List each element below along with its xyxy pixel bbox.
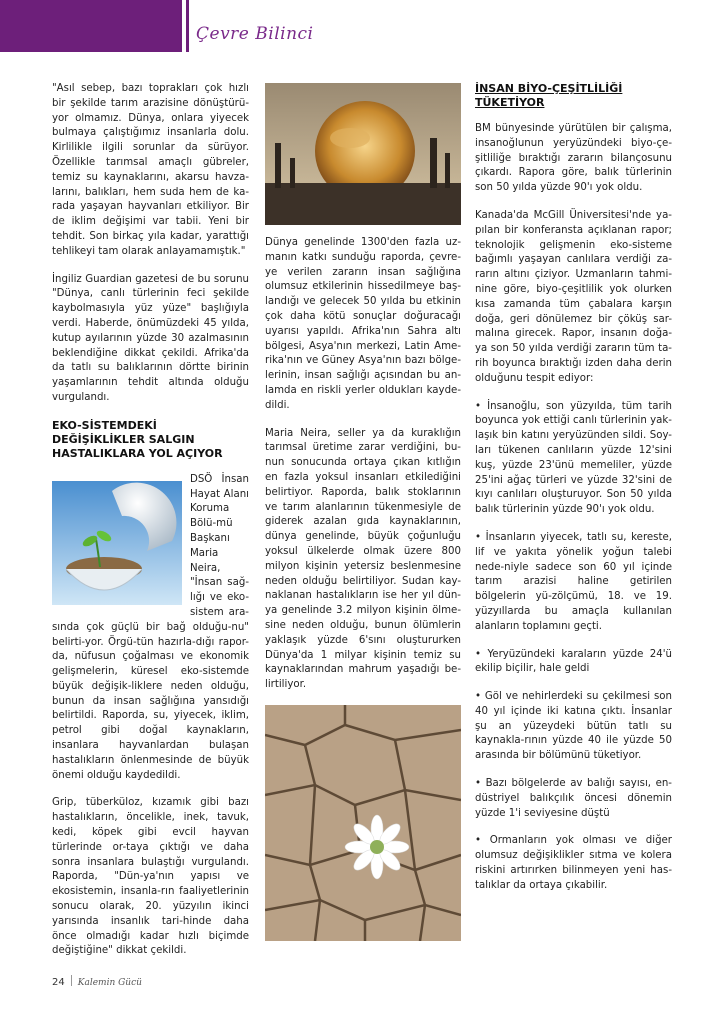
column-left	[52, 82, 249, 972]
paragraph: Grip, tüberküloz, kızamık gibi bazı hastalıkların, öncelikle, inek, tavuk, kedi, köpek gibi evcil hayvan türlerinde or-taya çıktığı ve daha sonra insanlara bulaştığı vurgulandı. Raporda, "Dün-ya'nın yapısı ve ekosistemin, insanla-rın faaliyetlerinin sonucu olarak, 20. yüzyılın ikinci yarısında insanlık tari-hinde daha önce olmadığı kadar hızlı biçimde değiştiğine" dikkat çekildi.	[52, 797, 249, 957]
header-divider	[186, 0, 189, 52]
industrial-globe-photo	[265, 83, 461, 225]
paragraph	[52, 473, 249, 784]
paragraph: Kanada'da McGill Üniversitesi'nde ya-pılan bir konferansta açıklanan rapor; teknolojik gelişmenin eko-sisteme bağımlı yaşayan canlılara verdiği za-rarın altını çiziyor. Uzmanların tahmi-nine göre, biyo-çeşitlilik yok olurken kısa zamanda tüm çabalara karşın doğa, geri dönülemez bir çöküş sar-malına girecek. Rapor, insanın doğa-ya son 50 yılda verdiği zararın tüm ta-rih boyunca bıraktığı izden daha derin olduğunu tespit ediyor:	[475, 209, 672, 384]
bullet-item: • Göl ve nehirlerdeki su çekilmesi son 40 yıl içinde iki katına çıktı. İnsanlar şu an yüzeydeki bütün tatlı su kaynakla-rının yüzde 40 ile yüzde 50 arasında bir bölümünü tüketiyor.	[475, 691, 672, 762]
bullet-item: • İnsanoğlu, son yüzyılda, tüm tarih boyunca yok ettiği canlı türlerinin yak-laşık bin katını yeryüzünden sildi. Soy-ları tükenen canlıların yüzde 12'sini kuş, yüzde 23'ünü memeliler, yüzde 25'ini ağaç türleri ve yüzde 32'sini de kıyı canlıları oluşturuyor. Son 50 yılda balık türlerinin yüzde 90'ı yok oldu.	[475, 400, 672, 516]
paragraph: BM bünyesinde yürütülen bir çalışma, insanoğlunun yeryüzündeki biyo-çe-şitliliğe bıraktığı zararın bilançosunu çıkardı. Rapora göre, balık türlerinin son 50 yılda yüzde 90'ı yok oldu.	[475, 123, 672, 194]
bullet-item: • Bazı bölgelerde av balığı sayısı, en-düstriyel balıkçılık öncesi dönemin yüzde 1'i seviyesine düştü	[475, 778, 672, 819]
section-heading: EKO-SİSTEMDEKİ DEĞİŞİKLİKLER SALGIN HASTALIKLARA YOL AÇIYOR	[52, 418, 223, 460]
page-footer	[52, 975, 142, 988]
paragraph: İngiliz Guardian gazetesi de bu sorunu "Dünya, canlı türlerinin feci şekilde kaybolmasıyla yüz yüze" başlığıyla verdi. Haberde, önümüzdeki 45 yılda, kutup ayılarının yüzde 30 azalmasının beklendiğine dikkat çekildi. Afrika'da da tatlı su balıklarının dörtte birinin yaşamlarının tehdit altında olduğu vurgulandı.	[52, 273, 249, 403]
paragraph: Dünya genelinde 1300'den fazla uz-manın katkı sunduğu raporda, çevre-ye verilen zararın insan sağlığına olumsuz etkilerinin hissedilmeye baş-landığı ve gelecek 50 yılda bu etkinin çok daha kötü sonuçlar doğuracağı uyarısı yapıldı. Afrika'nın Sahra altı bölgesi, Asya'nın merkezi, Latin Ame-rika'nın ve Güney Asya'nın bazı bölge-lerinin, insan sağlığı açısından bu an-lamda en riskli yerler oldukları kayde-dildi.	[265, 237, 461, 411]
bullet-item: • Yeryüzündeki karaların yüzde 24'ü ekilip biçilir, hale geldi	[475, 648, 672, 675]
paragraph-text: DSÖ İnsan Hayat Alanı Koruma Bölü-mü Başkanı Maria Neira, "İnsan sağ-lığı ve eko-sistem ara-sında çok güçlü bir bağ olduğu-nu" belirti-yor. Örgü-tün hazırla-dığı rapor-da, nüfusun çoğalması ve ekonomik gelişmelerin, küresel eko-sistemde büyük değişik-liklere neden olduğu, bunun da insan sağlığına yansıdığı belirtildi. Raporda, su, yiyecek, iklim, petrol gibi doğal kaynakların, insanlara hayvanlardan bulaşan hastalıkların önlenmesinde de büyük önemi olduğu kaydedildi.	[52, 473, 249, 781]
header-color-bar	[0, 0, 182, 52]
page-number: 24	[52, 977, 65, 988]
bullet-item: • İnsanların yiyecek, tatlı su, kereste, lif ve yakıta yönelik yoğun talebi nede-niyle sadece son 60 yıl içinde tarım arazisi haline getirilen bölgelerin yü-zölçümü, 18. ve 19. yüzyıllarda bu amaçla kullanılan alanların toplamını geçti.	[475, 531, 672, 632]
column-middle	[265, 236, 461, 706]
section-heading: İNSAN BİYO-ÇEŞİTLİLİĞİ TÜKETİYOR	[475, 82, 623, 109]
section-title: Çevre Bilinci	[196, 24, 314, 44]
column-right	[475, 82, 672, 907]
magazine-name: Kalemin Gücü	[77, 978, 142, 988]
paragraph: "Asıl sebep, bazı toprakları çok hızlı bir şekilde tarım arazisine dönüştürü-yor olmamız. Dünya, onlara yiyecek bulmaya çalıştığımız insanlarla dolu. Kirlilikle ilgili sorunlar da sürüyor. Özellikle tarımsal amaçlı gübreler, temiz su kaynaklarını, akarsu havza-larını, balıkları, hem suda hem de ka-rada yaşayan hayvanları etkiliyor. Bir de iklim değişimi var tabii. Yeni bir tehdit. Son birkaç yıla kadar, yarattığı tehlikeyi tam olarak anlayamamıştık."	[52, 83, 249, 257]
bullet-item: • Ormanların yok olması ve diğer olumsuz değişiklikler sıtma ve kolera riskini artırırken bilinmeyen yeni has-talıklar da ortaya çıkabilir.	[475, 835, 672, 891]
footer-divider	[71, 975, 72, 986]
plant-globe-photo	[52, 481, 182, 605]
cracked-earth-flower-photo	[265, 705, 461, 941]
paragraph: Maria Neira, seller ya da kuraklığın tarımsal üretime zarar verdiğini, bu-nun sonucunda ortaya çıkan kıtlığın en fazla yoksul insanları etkilediğini belirtiyor. Raporda, balık stoklarının ve tarım alanlarının tükenmesiyle de giderek azalan gıda kaynaklarının, dünya genelinde, büyük çoğunluğu yoksul ülkelerde olmak üzere 800 milyon kişinin yetersiz beslenmesine neden olduğu belirtiliyor. Sudan kay-naklanan hastalıkların ise her yıl dün-ya genelinde 3.2 milyon kişinin ölme-sine neden olduğu, bunun ölümlerin yaklaşık yüzde 6'sını oluştururken Dünya'da 1 milyar kişinin temiz su kaynaklarından mahrum yaşadığı be-lirtiliyor.	[265, 427, 461, 691]
